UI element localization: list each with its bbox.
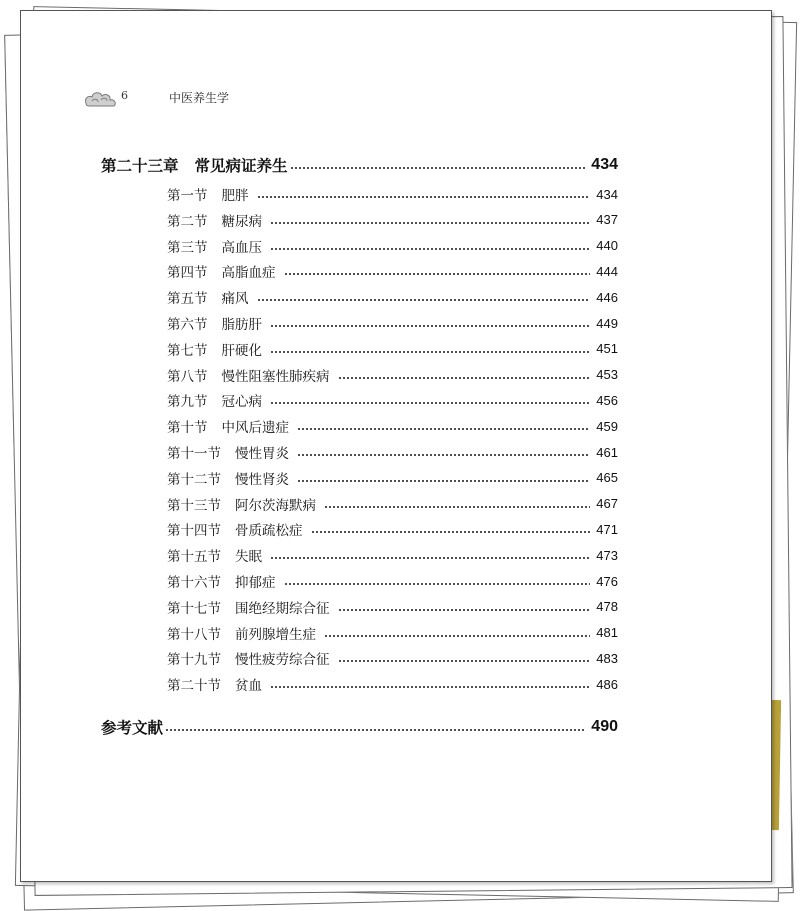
toc-page (20, 10, 772, 882)
toc-section-entry[interactable] (167, 467, 618, 489)
section-page: 449 (596, 315, 618, 331)
toc-section-entry[interactable] (167, 570, 618, 592)
section-title: 肥胖 (221, 188, 249, 204)
section-page: 483 (596, 650, 618, 666)
section-title: 肝硬化 (221, 342, 262, 359)
toc-references-entry[interactable] (101, 715, 618, 739)
section-title: 慢性肾炎 (235, 471, 289, 488)
references-page: 490 (591, 718, 618, 735)
toc-section-entry[interactable] (167, 622, 618, 644)
references-title: 参考文献 (101, 718, 164, 737)
section-title: 贫血 (235, 678, 262, 695)
chapter-title: 常见病证养生 (194, 156, 288, 175)
section-page: 465 (596, 470, 618, 486)
toc-section-entry[interactable] (167, 183, 618, 205)
section-page: 461 (596, 444, 618, 460)
section-page: 444 (596, 263, 618, 279)
section-page: 451 (596, 341, 618, 357)
section-label: 第二节 (167, 213, 208, 230)
dot-leader (270, 557, 590, 559)
section-label: 第十三节 (167, 497, 221, 514)
toc-section-entry[interactable] (167, 518, 618, 540)
dot-leader (297, 480, 590, 482)
section-label: 第十五节 (167, 549, 221, 566)
section-label: 第五节 (167, 291, 208, 308)
dot-leader (290, 167, 586, 169)
toc-section-entry[interactable] (167, 338, 618, 360)
section-title: 高脂血症 (221, 265, 276, 282)
dot-leader (270, 402, 590, 404)
toc-section-entry[interactable] (167, 647, 618, 669)
toc-section-entry[interactable] (167, 493, 618, 515)
dot-leader (270, 222, 590, 224)
section-title: 中风后遗症 (221, 420, 289, 437)
section-label: 第一节 (167, 188, 208, 204)
dot-leader (338, 377, 591, 379)
section-label: 第八节 (167, 368, 208, 385)
section-label: 第九节 (167, 394, 208, 411)
dot-leader (165, 729, 585, 731)
section-label: 第十二节 (167, 471, 221, 488)
section-label: 第七节 (167, 342, 208, 359)
section-title: 高血压 (221, 239, 262, 256)
dot-leader (297, 454, 590, 456)
section-title: 脂肪肝 (221, 317, 262, 333)
section-page: 446 (596, 289, 618, 305)
section-page: 440 (596, 238, 618, 254)
toc-section-entry[interactable] (167, 415, 618, 437)
section-label: 第四节 (167, 265, 208, 282)
section-title: 前列腺增生症 (235, 626, 316, 643)
section-title: 慢性疲劳综合征 (235, 652, 330, 669)
cloud-ornament-icon (83, 87, 119, 109)
section-label: 第十九节 (167, 652, 221, 669)
dot-leader (338, 660, 591, 662)
section-page: 481 (596, 625, 618, 641)
header-page-number: 6 (121, 89, 128, 102)
section-title: 抑郁症 (235, 575, 276, 591)
toc-section-entry[interactable] (167, 235, 618, 257)
section-label: 第十八节 (167, 626, 221, 643)
section-page: 467 (596, 496, 618, 512)
dot-leader (297, 428, 590, 430)
toc-section-entry[interactable] (167, 389, 618, 411)
toc-section-entry[interactable] (167, 441, 618, 463)
section-page: 486 (596, 676, 618, 692)
dot-leader (324, 635, 590, 637)
dot-leader (284, 273, 591, 275)
toc-chapter-entry[interactable] (101, 153, 618, 177)
section-label: 第十一节 (167, 446, 221, 462)
header-book-title: 中医养生学 (169, 91, 230, 105)
dot-leader (270, 351, 590, 353)
section-label: 第十节 (167, 420, 208, 437)
section-page: 434 (596, 186, 618, 202)
section-label: 第十六节 (167, 575, 221, 591)
section-page: 456 (596, 392, 618, 408)
section-title: 糖尿病 (221, 213, 262, 230)
toc-section-entry[interactable] (167, 209, 618, 231)
section-title: 失眠 (235, 549, 262, 566)
dot-leader (311, 531, 591, 533)
section-page: 471 (596, 521, 618, 537)
section-page: 476 (596, 573, 618, 589)
section-title: 冠心病 (221, 394, 262, 411)
dot-leader (338, 609, 591, 611)
section-page: 459 (596, 418, 618, 434)
section-title: 骨质疏松症 (235, 523, 303, 540)
toc-section-entry[interactable] (167, 364, 618, 386)
section-title: 慢性阻塞性肺疾病 (221, 368, 330, 385)
dot-leader (257, 299, 591, 301)
section-label: 第六节 (167, 317, 208, 333)
toc-section-entry[interactable] (167, 544, 618, 566)
toc-section-entry[interactable] (167, 312, 618, 334)
section-page: 478 (596, 599, 618, 615)
section-title: 慢性胃炎 (235, 446, 289, 462)
section-title: 痛风 (221, 291, 249, 308)
dot-leader (257, 196, 591, 198)
chapter-label: 第二十三章 (101, 156, 179, 175)
dot-leader (284, 583, 591, 585)
section-title: 围绝经期综合征 (235, 600, 330, 617)
dot-leader (270, 248, 590, 250)
toc-section-entry[interactable] (167, 286, 618, 308)
section-title: 阿尔茨海默病 (235, 497, 316, 514)
section-label: 第三节 (167, 239, 208, 256)
dot-leader (324, 506, 590, 508)
toc-section-entry[interactable] (167, 596, 618, 618)
section-label: 第二十节 (167, 678, 221, 695)
dot-leader (270, 325, 590, 327)
toc-section-entry[interactable] (167, 260, 618, 282)
section-label: 第十七节 (167, 600, 221, 617)
toc-section-entry[interactable] (167, 673, 618, 695)
section-label: 第十四节 (167, 523, 221, 540)
section-page: 437 (596, 212, 618, 228)
section-page: 453 (596, 367, 618, 383)
chapter-page: 434 (591, 156, 618, 173)
section-page: 473 (596, 547, 618, 563)
dot-leader (270, 686, 590, 688)
